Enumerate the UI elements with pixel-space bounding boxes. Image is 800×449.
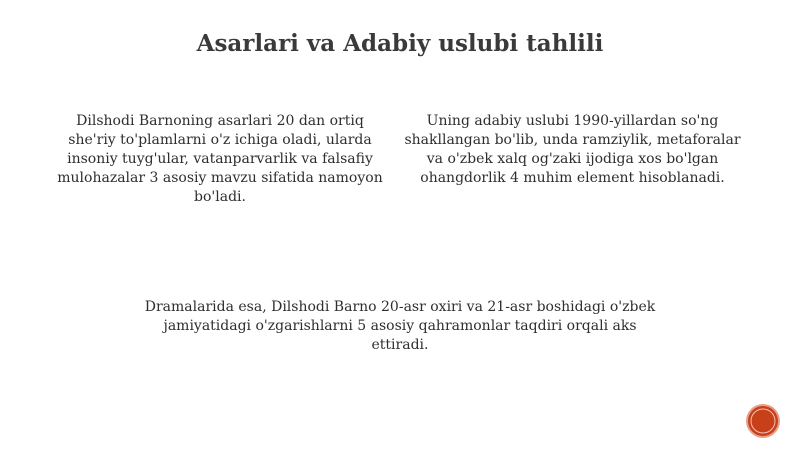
slide-title: Asarlari va Adabiy uslubi tahlili [196, 30, 604, 57]
paragraph-dramas: Dramalarida esa, Dilshodi Barno 20-asr oxiri va 21-asr boshidagi o'zbek jamiyatidagi o'zgarishlarni 5 asosiy qahramonlar taqdiri orqali aks ettiradi. [144, 299, 656, 353]
paragraph-style: Uning adabiy uslubi 1990-yillardan so'ng shakllangan bo'lib, unda ramziylik, metaforalar va o'zbek xalq og'zaki ijodiga xos bo'lgan ohangdorlik 4 muhim element hisoblanadi. [404, 113, 741, 186]
back-arrow-icon [748, 406, 778, 436]
paragraph-works: Dilshodi Barnoning asarlari 20 dan ortiq she'riy to'plamlarni o'z ichiga oladi, ularda insoniy tuyg'ular, vatanparvarlik va falsafiy mulohazalar 3 asosiy mavzu sifatida namoyon bo'ladi. [57, 113, 383, 205]
back-button[interactable] [748, 406, 778, 436]
